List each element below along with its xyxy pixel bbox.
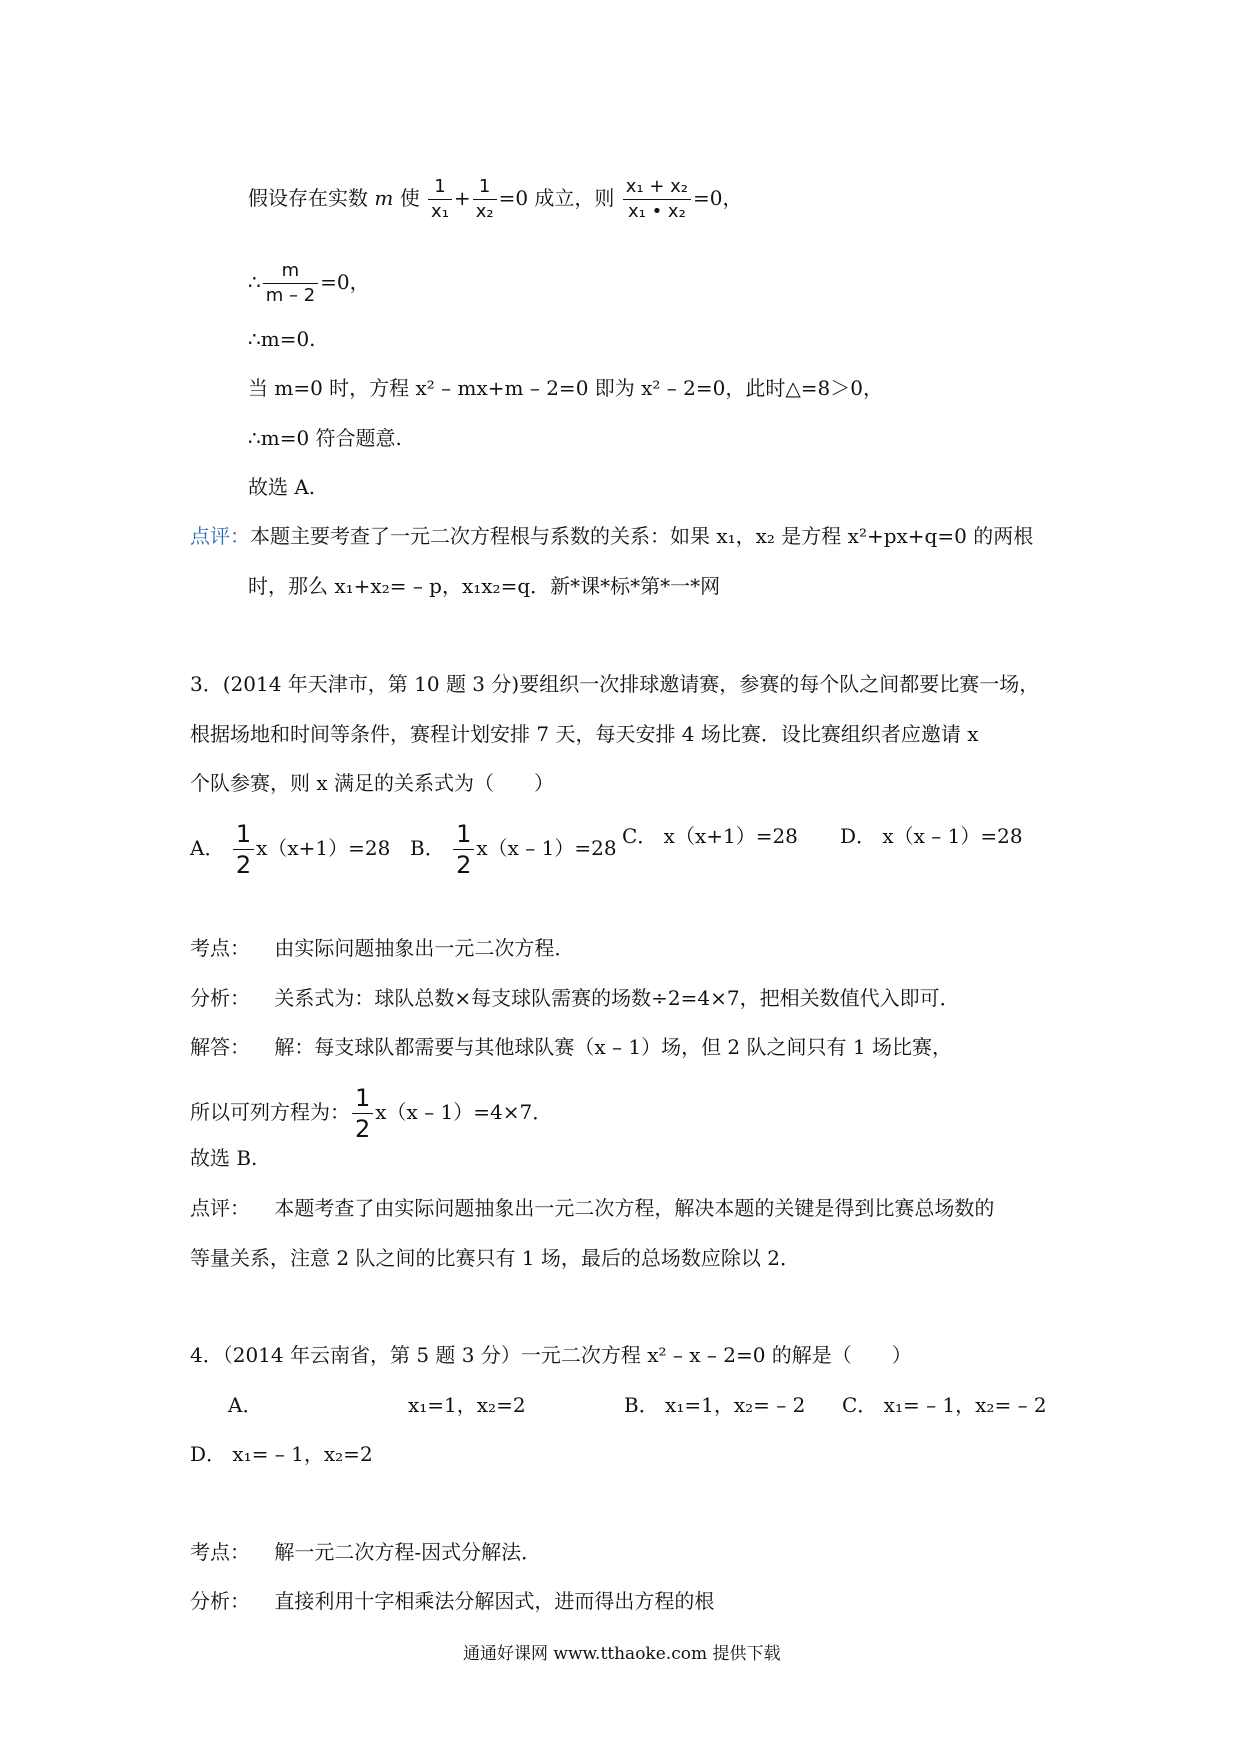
frac-den: m – 2: [265, 285, 316, 306]
frac-den: x₁ • x₂: [628, 201, 686, 222]
fenxi-text: 直接利用十字相乘法分解因式，进而得出方程的根: [274, 1589, 715, 1613]
q4-fenxi: [190, 1587, 714, 1615]
q3-option-c: C． x（x+1）=28: [622, 824, 798, 848]
kaodian-label: 考点：: [190, 1540, 250, 1564]
page-footer: 通通好课网 www.tthaoke.com 提供下载: [463, 1644, 781, 1664]
fraction-one-half: [233, 822, 254, 877]
frac-num: 1: [473, 178, 497, 200]
therefore-fraction-line: [248, 262, 370, 305]
fenxi-text: 关系式为：球队总数×每支球队需赛的场数÷2=4×7，把相关数值代入即可．: [274, 986, 960, 1010]
q3-equation: [190, 1086, 552, 1141]
plus-sign: +: [453, 186, 471, 210]
q3-line-3: 个队参赛，则 x 满足的关系式为（ ）: [190, 771, 554, 795]
when-m-zero-line: 当 m=0 时，方程 x² – mx+m – 2=0 即为 x² – 2=0，此时△=8＞0，: [248, 376, 883, 400]
eq0-end: =0，: [693, 186, 743, 210]
kaodian-text: 解一元二次方程-因式分解法．: [274, 1540, 542, 1564]
q4-option-a-label: A．: [228, 1393, 263, 1417]
review-1-line-2: 时，那么 x₁+x₂= – p，x₁x₂=q．新*课*标*第*一*网: [248, 574, 721, 598]
fraction-one-half: [352, 1086, 373, 1141]
choose-a-line: 故选 A.: [248, 475, 316, 499]
frac-num: m: [263, 262, 318, 284]
fraction-1-over-x1: [428, 178, 452, 221]
fraction-1-over-x2: [473, 178, 497, 221]
therefore-symbol: ∴: [248, 270, 261, 294]
fraction-one-half: [453, 822, 474, 877]
equation-tail: x（x – 1）=4×7．: [375, 1100, 553, 1124]
q4-option-b: B． x₁=1，x₂= – 2: [624, 1393, 806, 1417]
q3-dianping-1: [190, 1194, 994, 1222]
option-a-text: x（x+1）=28: [256, 836, 391, 860]
equation-prefix: 所以可列方程为：: [190, 1100, 350, 1124]
assume-var: m: [374, 186, 394, 210]
q3-option-d: D． x（x – 1）=28: [840, 824, 1023, 848]
frac-num: 1: [352, 1086, 373, 1114]
option-b-label: B．: [410, 836, 445, 860]
q4-line-1: 4．（2014 年云南省，第 5 题 3 分）一元二次方程 x² – x – 2=0 的解是（ ）: [190, 1343, 912, 1367]
eq0-holds: =0 成立，则: [498, 186, 615, 210]
frac-num: 1: [428, 178, 452, 200]
frac-den: x₁: [431, 201, 449, 222]
jieda-text: 解：每支球队都需要与其他球队赛（x – 1）场，但 2 队之间只有 1 场比赛，: [274, 1035, 952, 1059]
q3-option-a: [190, 822, 390, 877]
q3-line-2: 根据场地和时间等条件，赛程计划安排 7 天，每天安排 4 场比赛．设比赛组织者应邀请 x: [190, 722, 979, 746]
kaodian-label: 考点：: [190, 936, 250, 960]
fenxi-label: 分析：: [190, 1589, 250, 1613]
frac-num: 1: [233, 822, 254, 850]
fenxi-label: 分析：: [190, 986, 250, 1010]
dianping-text-1: 本题考查了由实际问题抽象出一元二次方程，解决本题的关键是得到比赛总场数的: [274, 1196, 995, 1220]
review-label: 点评：: [190, 524, 250, 548]
frac-den: 2: [235, 851, 252, 879]
frac-num: x₁ + x₂: [623, 178, 691, 200]
option-a-label: A．: [190, 836, 225, 860]
q3-option-b: [410, 822, 617, 877]
q3-kaodian: [190, 934, 574, 962]
fits-meaning-line: ∴m=0 符合题意.: [248, 426, 402, 450]
review-1-line-1: [190, 522, 1033, 550]
review-text-1: 本题主要考查了一元二次方程根与系数的关系：如果 x₁，x₂ 是方程 x²+px+q=0 的两根: [250, 524, 1034, 548]
q3-line-1: 3．(2014 年天津市，第 10 题 3 分)要组织一次排球邀请赛，参赛的每个队之间都要比赛一场，: [190, 672, 1040, 696]
frac-den: 2: [355, 1115, 371, 1143]
assume-use: 使: [399, 186, 420, 210]
frac-den: x₂: [475, 201, 494, 222]
option-b-text: x（x – 1）=28: [476, 836, 617, 860]
q3-dianping-2: 等量关系，注意 2 队之间的比赛只有 1 场，最后的总场数应除以 2．: [190, 1246, 800, 1270]
assume-text: 假设存在实数: [248, 186, 368, 210]
q4-option-a: x₁=1，x₂=2: [408, 1393, 526, 1417]
fraction-sum-over-product: [623, 178, 691, 221]
jieda-label: 解答：: [190, 1035, 250, 1059]
q4-option-d: D． x₁= – 1，x₂=2: [190, 1442, 373, 1466]
frac-den: 2: [456, 851, 472, 879]
dianping-label: 点评：: [190, 1196, 250, 1220]
fraction-m-over-m-minus-2: [263, 262, 318, 305]
assumption-line: [248, 178, 743, 221]
q3-fenxi: [190, 984, 960, 1012]
eq0-line2: =0，: [320, 270, 370, 294]
m-equals-zero-line: ∴m=0.: [248, 327, 316, 351]
q4-option-c: C． x₁= – 1，x₂= – 2: [842, 1393, 1047, 1417]
q3-choose-b: 故选 B.: [190, 1146, 258, 1170]
frac-num: 1: [453, 822, 474, 850]
q4-kaodian: [190, 1538, 541, 1566]
kaodian-text: 由实际问题抽象出一元二次方程．: [274, 936, 575, 960]
q3-jieda: [190, 1033, 952, 1061]
